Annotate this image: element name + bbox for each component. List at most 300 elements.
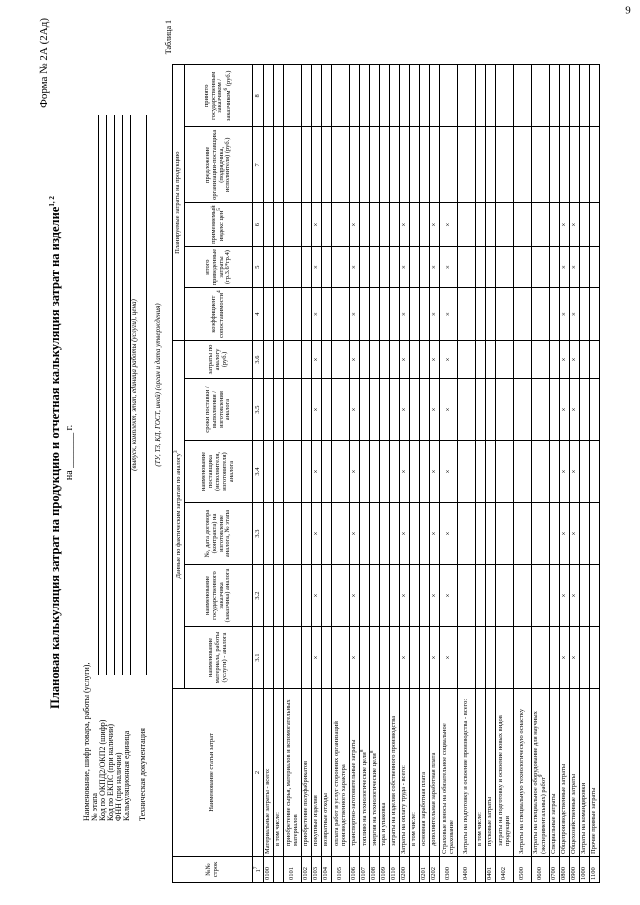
row-cell: ×	[440, 565, 458, 627]
row-cell	[302, 288, 312, 341]
row-cell	[274, 65, 284, 127]
row-cell	[532, 341, 550, 379]
row-code: 0900	[570, 857, 580, 883]
row-cell	[332, 288, 350, 341]
row-cell	[458, 288, 476, 341]
row-cell: ×	[560, 379, 570, 441]
table-row	[350, 65, 360, 883]
row-cell	[476, 379, 486, 441]
row-cell	[350, 127, 360, 203]
row-cell	[302, 246, 312, 287]
row-cell	[284, 341, 302, 379]
row-name: пусковые затраты	[486, 689, 496, 857]
table-row	[380, 65, 390, 883]
table-row	[532, 65, 550, 883]
row-cell	[380, 127, 390, 203]
row-cell	[370, 503, 380, 565]
row-cell	[514, 246, 532, 287]
header-field-label: Код по ОКПД2/ОКП2 (шифр)	[98, 719, 107, 821]
row-cell	[580, 127, 590, 203]
row-cell	[486, 379, 496, 441]
row-cell	[410, 127, 420, 203]
column-number: 3.3	[253, 503, 264, 565]
row-cell	[440, 65, 458, 127]
table-row	[420, 65, 430, 883]
row-cell: ×	[350, 627, 360, 689]
header-field-label: Наименование, шифр товара, работы (услуги),	[82, 662, 91, 821]
row-cell	[322, 288, 332, 341]
table-row	[440, 65, 458, 883]
row-cell	[360, 627, 370, 689]
row-name: затраты на изделия собственного производства	[390, 689, 400, 857]
row-cell	[302, 341, 312, 379]
row-cell	[264, 127, 274, 203]
row-cell	[284, 379, 302, 441]
table-row	[332, 65, 350, 883]
row-cell	[264, 203, 274, 247]
row-cell	[380, 503, 390, 565]
row-cell: ×	[430, 341, 440, 379]
row-cell	[496, 246, 514, 287]
table-row	[400, 65, 410, 883]
row-cell: ×	[312, 565, 322, 627]
row-cell: ×	[430, 503, 440, 565]
row-cell	[476, 246, 486, 287]
row-cell	[486, 341, 496, 379]
row-cell	[410, 246, 420, 287]
row-cell	[580, 65, 590, 127]
caption-1: (выпуск, комплект, этап, единица работы (услуги), цена)	[130, 299, 138, 471]
row-cell	[550, 127, 560, 203]
row-cell	[332, 246, 350, 287]
row-code: 1000	[580, 857, 590, 883]
table-row	[322, 65, 332, 883]
row-cell	[284, 627, 302, 689]
row-cell	[550, 379, 560, 441]
row-cell	[284, 246, 302, 287]
row-name: Общехозяйственные затраты	[570, 689, 580, 857]
caption-2: (ТУ, ТЗ, КД, ГОСТ, иной) (орган и дата утверждения)	[154, 303, 162, 467]
column-number: $1^7$	[253, 857, 264, 883]
row-cell	[420, 203, 430, 247]
row-cell	[496, 441, 514, 503]
row-cell: ×	[400, 441, 410, 503]
row-cell	[430, 65, 440, 127]
row-cell	[360, 503, 370, 565]
row-cell: ×	[350, 503, 360, 565]
row-cell	[322, 203, 332, 247]
row-cell	[390, 441, 400, 503]
row-cell	[496, 503, 514, 565]
row-cell	[476, 288, 486, 341]
row-cell	[570, 127, 580, 203]
row-cell: ×	[570, 565, 580, 627]
row-cell: ×	[440, 288, 458, 341]
row-name: транспортно-заготовительные затраты	[350, 689, 360, 857]
row-cell	[332, 441, 350, 503]
table-row	[410, 65, 420, 883]
row-cell	[380, 379, 390, 441]
row-cell	[514, 503, 532, 565]
row-cell	[496, 341, 514, 379]
row-cell	[590, 203, 600, 247]
row-cell	[532, 203, 550, 247]
column-number: 4	[253, 288, 264, 341]
row-cell	[476, 341, 486, 379]
row-cell	[410, 288, 420, 341]
row-cell	[590, 65, 600, 127]
row-cell	[360, 65, 370, 127]
row-cell	[532, 627, 550, 689]
row-cell	[370, 127, 380, 203]
table-row	[390, 65, 400, 883]
row-cell	[350, 65, 360, 127]
row-cell	[264, 627, 274, 689]
col-head-3-4: наименование поставщика (исполнителя, изготовителя) аналога	[185, 441, 253, 503]
row-cell	[496, 203, 514, 247]
row-cell	[514, 379, 532, 441]
row-cell	[458, 341, 476, 379]
row-cell	[514, 127, 532, 203]
col-head-name: Наименование статьи затрат	[173, 689, 253, 857]
header-field-label: Калькуляционная единица	[122, 730, 131, 821]
header-field-line	[98, 115, 99, 675]
row-cell	[590, 379, 600, 441]
row-cell	[332, 627, 350, 689]
row-cell	[360, 288, 370, 341]
row-code: 0107	[360, 857, 370, 883]
row-cell	[380, 203, 390, 247]
row-name: в том числе:	[274, 689, 284, 857]
row-name: энергия на технологические цели$^8$	[370, 689, 380, 857]
row-cell	[580, 503, 590, 565]
row-cell	[322, 246, 332, 287]
row-cell	[560, 127, 570, 203]
row-cell	[390, 341, 400, 379]
row-cell	[550, 441, 560, 503]
row-cell	[322, 441, 332, 503]
row-cell: ×	[430, 246, 440, 287]
table-row	[302, 65, 312, 883]
row-cell	[570, 65, 580, 127]
row-cell	[514, 341, 532, 379]
row-cell	[458, 203, 476, 247]
row-cell: ×	[440, 441, 458, 503]
row-cell	[580, 565, 590, 627]
row-cell	[370, 288, 380, 341]
row-cell	[302, 565, 312, 627]
row-cell	[420, 379, 430, 441]
header-field-line	[122, 115, 123, 675]
row-name: Прочие прямые затраты	[590, 689, 600, 857]
header-field-label: ФНН (при наличии)	[114, 752, 123, 821]
row-cell	[532, 127, 550, 203]
row-cell	[486, 288, 496, 341]
header-field-label: № этапа	[90, 793, 99, 821]
row-cell: ×	[312, 627, 322, 689]
col-head-5: итого приведенные затраты (гр.3.6*гр.4)	[185, 246, 253, 287]
row-cell	[332, 503, 350, 565]
row-name: Затраты на специальное оборудование для научных (экспериментальных) работ$^9$	[532, 689, 550, 857]
row-cell	[580, 203, 590, 247]
column-number: 2	[253, 689, 264, 857]
row-cell: ×	[560, 246, 570, 287]
row-cell	[458, 503, 476, 565]
row-cell: ×	[560, 288, 570, 341]
row-cell	[322, 565, 332, 627]
row-name: дополнительная заработная плата	[430, 689, 440, 857]
header-field-label: Код по ЕКПС (при наличии)	[106, 723, 115, 821]
row-name: оплата работ и услуг сторонних организаций производственного характера	[332, 689, 350, 857]
row-cell	[380, 441, 390, 503]
row-cell	[590, 127, 600, 203]
row-cell	[322, 127, 332, 203]
row-cell	[390, 379, 400, 441]
column-number: 8	[253, 65, 264, 127]
row-cell	[410, 65, 420, 127]
row-cell: ×	[430, 203, 440, 247]
col-head-3-2: наименование государственного заказчика (заказчика) аналога	[185, 565, 253, 627]
row-cell	[580, 627, 590, 689]
row-cell	[486, 565, 496, 627]
row-cell	[264, 65, 274, 127]
row-cell	[284, 565, 302, 627]
row-cell	[550, 203, 560, 247]
row-cell	[360, 246, 370, 287]
row-cell: ×	[430, 565, 440, 627]
table-row	[590, 65, 600, 883]
row-cell	[274, 288, 284, 341]
form-title: Плановая калькуляция затрат на продукцию и отчетная калькуляция затрат на изделие$^{1, 2}$	[48, 196, 63, 709]
row-cell	[274, 203, 284, 247]
row-cell	[322, 65, 332, 127]
row-cell	[410, 379, 420, 441]
table-row	[476, 65, 486, 883]
row-cell	[302, 441, 312, 503]
row-code: 0109	[380, 857, 390, 883]
row-cell: ×	[560, 503, 570, 565]
row-code: 0800	[560, 857, 570, 883]
row-cell	[370, 203, 380, 247]
row-cell	[590, 341, 600, 379]
row-name: Затраты на оплату труда - всего:	[400, 689, 410, 857]
row-cell	[590, 288, 600, 341]
row-name: приобретение сырья, материалов и вспомогательных материалов	[284, 689, 302, 857]
row-cell	[486, 203, 496, 247]
row-cell	[580, 441, 590, 503]
row-cell	[458, 379, 476, 441]
row-cell	[514, 627, 532, 689]
row-code: 0600	[532, 857, 550, 883]
row-name: основная заработная плата	[420, 689, 430, 857]
column-number-row	[253, 65, 264, 883]
row-cell	[302, 503, 312, 565]
row-cell	[420, 565, 430, 627]
row-cell	[550, 288, 560, 341]
row-cell	[302, 127, 312, 203]
row-cell	[486, 441, 496, 503]
row-name: приобретение полуфабрикатов	[302, 689, 312, 857]
row-cell: ×	[350, 246, 360, 287]
row-cell: ×	[560, 341, 570, 379]
row-cell: ×	[312, 379, 322, 441]
row-code: 0100	[264, 857, 274, 883]
row-code	[410, 857, 420, 883]
row-cell	[274, 441, 284, 503]
row-cell	[332, 203, 350, 247]
row-cell	[532, 441, 550, 503]
form-label: Форма № 2А (2Ад)	[38, 18, 50, 108]
row-cell: ×	[400, 246, 410, 287]
row-cell: ×	[570, 379, 580, 441]
row-cell	[590, 627, 600, 689]
header-field-label: Техническая документация	[138, 728, 147, 821]
row-cell	[590, 503, 600, 565]
row-cell	[590, 441, 600, 503]
row-cell	[284, 441, 302, 503]
row-cell	[264, 288, 274, 341]
row-cell	[302, 379, 312, 441]
row-cell: ×	[560, 627, 570, 689]
column-number: 3.4	[253, 441, 264, 503]
row-cell	[420, 341, 430, 379]
row-cell	[274, 565, 284, 627]
row-cell	[274, 379, 284, 441]
column-number: 3.1	[253, 627, 264, 689]
col-head-3-1: наименование материала, работы (услуги) - аналога	[185, 627, 253, 689]
row-cell	[550, 246, 560, 287]
row-cell	[476, 127, 486, 203]
row-cell	[496, 288, 514, 341]
row-cell	[274, 341, 284, 379]
row-cell	[476, 627, 486, 689]
row-cell	[274, 627, 284, 689]
row-code	[476, 857, 486, 883]
col-head-fact-group: Данные по фактическим затратам по аналогу$^3$	[173, 341, 185, 689]
row-cell	[284, 127, 302, 203]
row-cell	[332, 65, 350, 127]
row-name: Затраты на командировки	[580, 689, 590, 857]
row-cell	[332, 565, 350, 627]
table-row	[312, 65, 322, 883]
row-cell	[496, 65, 514, 127]
row-cell	[312, 127, 322, 203]
row-cell	[370, 341, 380, 379]
row-code: 0110	[390, 857, 400, 883]
row-cell	[390, 627, 400, 689]
row-cell	[532, 65, 550, 127]
row-cell	[550, 627, 560, 689]
row-cell	[420, 627, 430, 689]
row-cell	[550, 65, 560, 127]
row-cell	[532, 288, 550, 341]
row-cell	[420, 503, 430, 565]
row-code: 0200	[400, 857, 410, 883]
row-cell: ×	[350, 203, 360, 247]
row-cell	[476, 565, 486, 627]
row-name: Страховые взносы на обязательное социальное страхование	[440, 689, 458, 857]
row-cell	[550, 341, 560, 379]
row-cell: ×	[570, 627, 580, 689]
table-row	[496, 65, 514, 883]
row-cell	[370, 65, 380, 127]
row-cell	[550, 565, 560, 627]
row-cell: ×	[430, 379, 440, 441]
table-row	[560, 65, 570, 883]
row-cell	[420, 441, 430, 503]
row-cell: ×	[440, 203, 458, 247]
row-cell	[400, 65, 410, 127]
col-head-4: коэффициент сопоставимости$^4$	[185, 288, 253, 341]
row-cell	[332, 341, 350, 379]
row-cell	[360, 341, 370, 379]
row-cell	[390, 565, 400, 627]
row-code: 0202	[430, 857, 440, 883]
row-cell: ×	[400, 203, 410, 247]
row-code: 0400	[458, 857, 476, 883]
row-cell	[590, 565, 600, 627]
row-cell: ×	[400, 341, 410, 379]
row-cell: ×	[312, 341, 322, 379]
col-head-3-6: затраты по аналогу (руб.)	[185, 341, 253, 379]
row-cell	[496, 127, 514, 203]
table-row	[284, 65, 302, 883]
row-cell	[370, 379, 380, 441]
row-name: топливо на технологические цели$^8$	[360, 689, 370, 857]
col-head-3-3: №, дата договора (контракта) на изготовление аналога, № этапа	[185, 503, 253, 565]
row-cell	[410, 627, 420, 689]
col-head-plan-group: Планируемые затраты на продукцию	[173, 65, 185, 341]
row-cell: ×	[312, 288, 322, 341]
row-code: 0401	[486, 857, 496, 883]
row-cell	[302, 65, 312, 127]
row-cell	[332, 379, 350, 441]
row-cell	[332, 127, 350, 203]
row-cell	[370, 565, 380, 627]
row-cell	[380, 246, 390, 287]
row-cell	[390, 246, 400, 287]
row-cell	[458, 627, 476, 689]
column-number: 5	[253, 246, 264, 287]
table-row	[360, 65, 370, 883]
row-name: в том числе:	[410, 689, 420, 857]
row-cell	[390, 288, 400, 341]
row-cell	[284, 503, 302, 565]
row-cell: ×	[560, 203, 570, 247]
row-cell	[322, 627, 332, 689]
row-cell	[274, 127, 284, 203]
column-number: 7	[253, 127, 264, 203]
row-cell: ×	[560, 441, 570, 503]
row-cell	[390, 127, 400, 203]
row-cell	[550, 503, 560, 565]
row-cell	[322, 503, 332, 565]
table-row	[550, 65, 560, 883]
row-cell	[360, 127, 370, 203]
table-row	[458, 65, 476, 883]
column-number: 3.5	[253, 379, 264, 441]
table-label: Таблица 1	[164, 20, 173, 55]
row-cell	[476, 441, 486, 503]
row-cell: ×	[430, 627, 440, 689]
row-cell	[400, 127, 410, 203]
row-cell: ×	[312, 503, 322, 565]
row-name: Общепроизводственные затраты	[560, 689, 570, 857]
row-cell	[360, 565, 370, 627]
row-code: 0201	[420, 857, 430, 883]
row-cell	[380, 65, 390, 127]
column-number: 3.2	[253, 565, 264, 627]
